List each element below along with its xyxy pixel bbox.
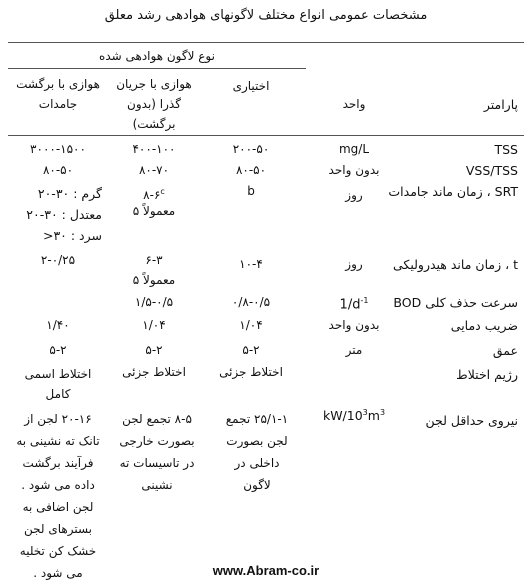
row-power-unit-exponent-2: 3 [379, 408, 386, 417]
row-mixing-return: اختلاط اسمی کامل [24, 367, 92, 401]
row-power-return: ۲۰-۱۶ لجن از تانک ته نشینی به فرآیند برگشت داده می شود . لجن اضافی به بسترهای لجن خشک کن تخلیه می شود . [16, 412, 100, 580]
row-vss-unit: بدون واحد [328, 163, 380, 177]
header-optional: اختیاری [232, 79, 270, 93]
row-temp-parameter: ضریب دمایی [450, 318, 518, 333]
table-title: مشخصات عمومی انواع مختلف لاگونهای هوادهی رشد معلق [104, 8, 428, 23]
row-srt-return: گرم : ۳۰-۲۰ معتدل : ۳۰-۲۰ سرد : ۳۰< [26, 186, 102, 243]
row-mixing-optional: اختلاط جزئی [219, 365, 283, 379]
row-power-unit [310, 404, 398, 424]
row-tss-unit: mg/L [338, 142, 370, 156]
row-depth-optional: ۵-۲ [242, 343, 260, 357]
row-hrt-return: ۲-۰/۲۵ [40, 253, 76, 267]
row-mixing-flow: اختلاط جزئی [122, 365, 186, 379]
row-srt-flow-note: معمولاً ۵ [132, 204, 176, 218]
row-srt-flow [106, 183, 202, 204]
row-tss-flow: ۴۰۰-۱۰۰ [132, 142, 176, 156]
row-power-flow: ۸-۵ تجمع لجن بصورت خارجی در تاسیسات ته نشینی [119, 412, 195, 492]
footer-website: www.Abram-co.ir [212, 563, 320, 578]
header-group: نوع لاگون هوادهی شده [99, 49, 215, 63]
row-depth-flow: ۵-۲ [145, 343, 163, 357]
row-vss-optional: ۸۰-۵۰ [235, 163, 267, 177]
row-bod-optional: ۰/۸-۰/۵ [231, 295, 271, 309]
row-srt-unit: روز [345, 188, 363, 202]
row-power-parameter: نیروی حداقل لجن [425, 413, 518, 428]
row-depth-unit: متر [345, 343, 363, 357]
row-power-unit-exponent: 3 [362, 408, 368, 417]
row-temp-optional: ۱/۰۴ [239, 318, 263, 332]
row-srt-parameter: SRT ، زمان ماند جامدات [388, 184, 518, 199]
row-tss-return: ۳۰۰۰-۱۵۰۰ [30, 142, 86, 156]
row-tss-optional: ۲۰۰-۵۰ [232, 142, 270, 156]
row-vss-return: ۸۰-۵۰ [42, 163, 74, 177]
row-hrt-flow-note: معمولاً ۵ [132, 273, 176, 287]
header-solids-return: هوازی با برگشت جامدات [16, 77, 100, 111]
row-power-optional: ۲۵/۱-۱ تجمع لجن بصورت داخلی در لاگون [225, 412, 289, 492]
row-bod-unit-base: 1/d [339, 297, 361, 313]
row-bod-parameter: سرعت حذف کلی BOD [393, 295, 518, 310]
row-mixing-parameter: رژیم اختلاط [456, 367, 518, 382]
row-power-unit-tail: m [367, 408, 380, 424]
header-unit: واحد [342, 97, 366, 111]
row-bod-unit-exponent: -1 [360, 296, 369, 305]
row-temp-return: ۱/۴۰ [46, 318, 70, 332]
row-hrt-parameter: t ، زمان ماند هیدرولیکی [393, 257, 518, 272]
row-bod-flow: ۱/۵-۰/۵ [134, 295, 174, 309]
row-vss-parameter: VSS/TSS [465, 163, 518, 178]
top-rule [8, 42, 524, 43]
group-rule [8, 68, 306, 69]
row-temp-flow: ۱/۰۴ [142, 318, 166, 332]
row-depth-parameter: عمق [492, 343, 518, 358]
row-depth-return: ۵-۲ [49, 343, 67, 357]
row-tss-parameter: TSS [494, 142, 518, 157]
header-rule [8, 135, 524, 136]
header-parameter: پارامتر [483, 97, 518, 112]
row-hrt-unit: روز [345, 257, 363, 271]
row-bod-unit [314, 292, 394, 313]
row-hrt-flow: ۶-۳ [145, 253, 163, 267]
row-temp-unit: بدون واحد [328, 318, 380, 332]
row-vss-flow: ۸۰-۷۰ [138, 163, 170, 177]
row-srt-optional: b [247, 184, 255, 198]
row-power-unit-base: kW/10 [322, 408, 363, 424]
row-srt-flow-footnote: c [160, 187, 165, 196]
row-hrt-optional: ۱۰-۴ [239, 257, 263, 271]
header-flow-through: هوازی با جریان گذرا (بدون برگشت) [116, 77, 192, 131]
row-srt-flow-value: ۸-۶ [143, 188, 161, 202]
